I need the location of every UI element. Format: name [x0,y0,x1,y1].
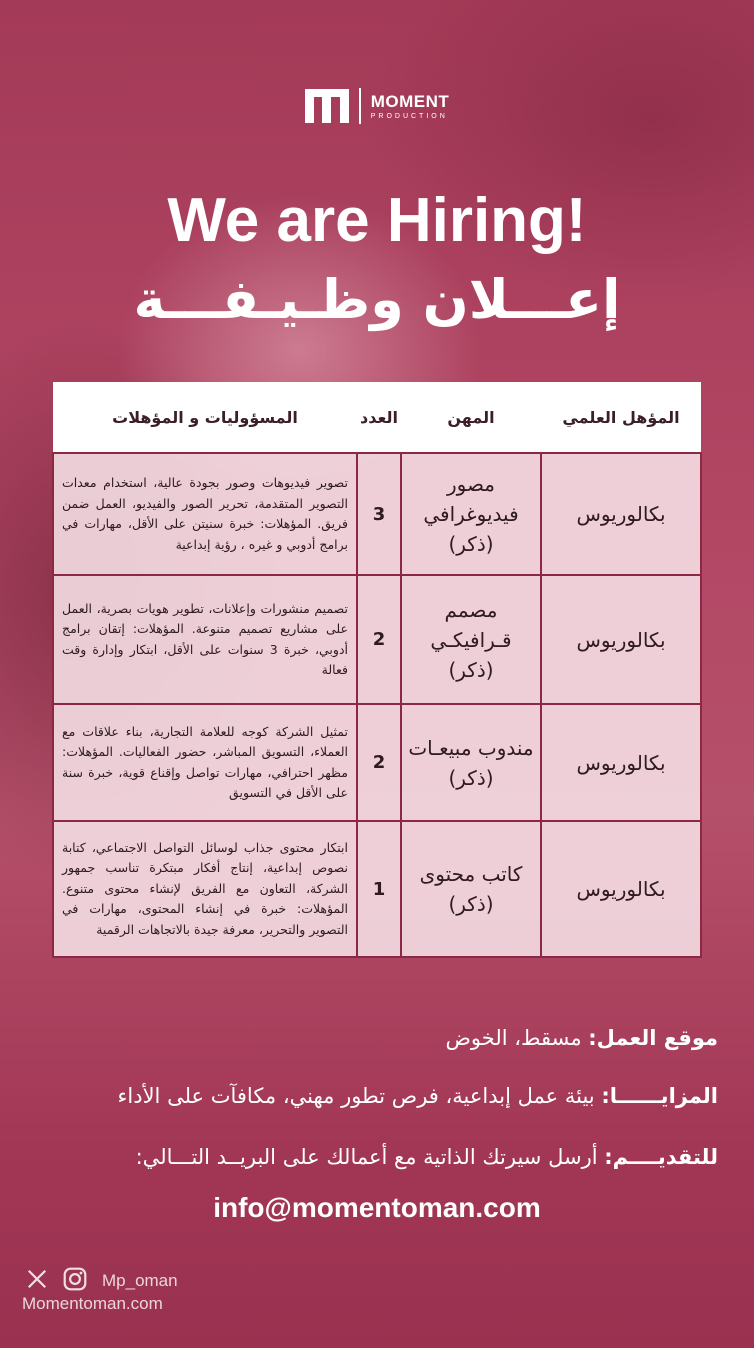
header-profession: المهن [401,382,541,453]
table-row [53,704,701,821]
table-row [53,453,701,575]
contact-email[interactable]: info@momentoman.com [213,1192,541,1223]
page-title: We are Hiring! [167,186,587,255]
table-row [53,821,701,957]
job-count: 2 [357,704,401,821]
location-label: موقع العمل: [588,1026,718,1050]
apply-value: أرسل سيرتك الذاتية مع أعمالك على البريــد التـــالي: [135,1145,598,1169]
logo-text [371,93,450,120]
page-subtitle: إعـــلان وظـيـفـــة [133,268,621,331]
table-row [53,575,701,704]
brand-logo [0,88,754,124]
apply-label: للتقديــــم: [604,1145,718,1169]
job-count: 3 [357,453,401,575]
job-degree: بكالوريوس [541,704,701,821]
job-profession: مصمم قـرافيكـي (ذكر) [401,575,541,704]
job-degree: بكالوريوس [541,821,701,957]
job-responsibilities: تمثيل الشركة كوجه للعلامة التجارية، بناء علاقات مع العملاء، التسويق المباشر، حضور الفعاليات. المؤهلات: مظهر احترافي، مهارات تواصل وإقناع قوية، خبرة سنة على الأقل في التسويق [53,704,357,821]
job-count: 1 [357,821,401,957]
job-degree: بكالوريوس [541,453,701,575]
job-profession: مندوب مبيعـات (ذكر) [401,704,541,821]
logo-divider [359,88,361,124]
social-links [26,1266,178,1296]
benefits-line [118,1084,718,1108]
location-line [446,1026,718,1050]
header-degree: المؤهل العلمي [541,382,701,453]
job-profession: مصور فيديوغرافي (ذكر) [401,453,541,575]
moment-logo-icon [305,89,349,123]
job-profession: كاتب محتوى (ذكر) [401,821,541,957]
jobs-table [52,382,702,958]
benefits-label: المزايــــــا: [601,1084,718,1108]
header-responsibilities: المسؤوليات و المؤهلات [53,382,357,453]
job-responsibilities: تصوير فيديوهات وصور بجودة عالية، استخدام معدات التصوير المتقدمة، تحرير الصور والفيديو، العمل ضمن فريق. المؤهلات: خبرة سنيتن على الأقل، مهارات في برامج أدوبي و غيره ، رؤية إبداعية [53,453,357,575]
apply-line [136,1145,718,1169]
social-handle[interactable]: Mp_oman [102,1271,178,1290]
brand-name: MOMENT [370,91,450,111]
job-degree: بكالوريوس [541,575,701,704]
table-header-row [53,382,701,453]
x-icon[interactable] [26,1268,48,1294]
job-responsibilities: ابتكار محتوى جذاب لوسائل التواصل الاجتماعي، كتابة نصوص إبداعية، إنتاج أفكار مبتكرة تناسب جمهور الشركة، التعاون مع الفريق لإنشاء محتوى متنوع. المؤهلات: خبرة في إنشاء المحتوى، مهارات في التصوير والتحرير، معرفة جيدة بالاتجاهات الرقمية [53,821,357,957]
header-count: العدد [357,382,401,453]
job-responsibilities: تصميم منشورات وإعلانات، تطوير هويات بصرية، العمل على مشاريع تصميم متنوعة. المؤهلات: إتقان برامج أدوبي، خبرة 3 سنوات على الأقل، ابتكار وإدارة وقت فعالة [53,575,357,704]
instagram-icon[interactable] [62,1266,88,1296]
location-value: مسقط، الخوض [445,1026,582,1050]
brand-subtitle: PRODUCTION [370,112,448,120]
benefits-value: بيئة عمل إبداعية، فرص تطور مهني، مكافآت على الأداء [117,1084,595,1108]
website-link[interactable]: Momentoman.com [22,1294,163,1313]
job-count: 2 [357,575,401,704]
